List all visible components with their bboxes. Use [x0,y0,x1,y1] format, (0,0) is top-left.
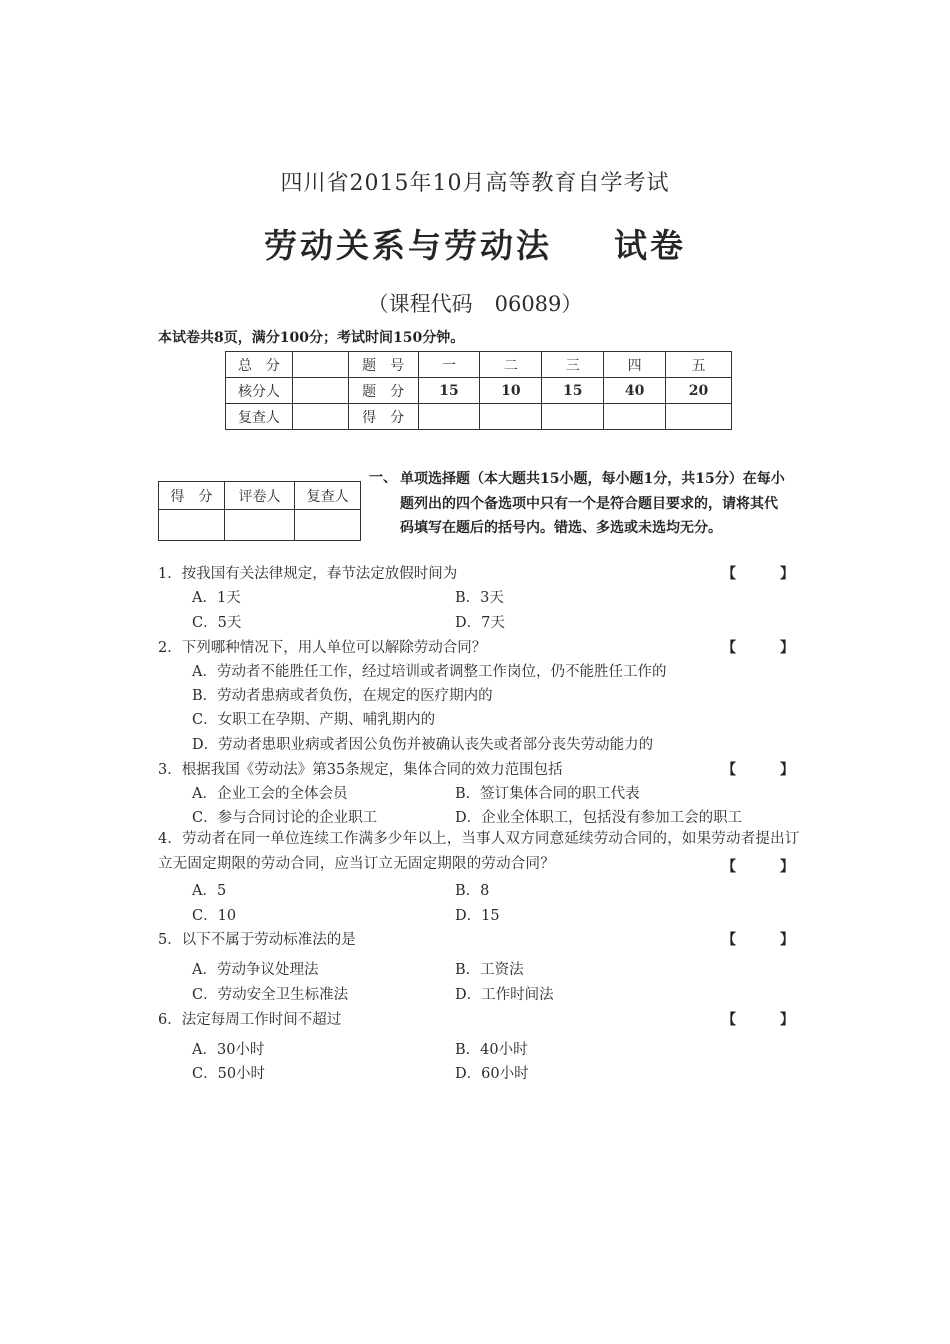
answer-bracket [722,759,794,779]
table-cell: 四 [604,352,666,378]
subject-name: 劳动关系与劳动法 [264,226,552,265]
option: D．企业全体职工，包括没有参加工会的职工 [455,810,743,826]
table-cell: 15 [542,378,604,404]
answer-bracket [722,1009,794,1029]
question-stem: 2．下列哪种情况下，用人单位可以解除劳动合同？ [158,640,487,656]
option: D．工作时间法 [455,987,554,1003]
score-table-row [226,352,732,378]
table-cell [666,404,732,430]
table-cell [295,510,361,541]
option: C．5天 [192,615,242,631]
table-cell: 三 [542,352,604,378]
table-cell [159,510,225,541]
grader-table-body [159,510,361,541]
table-cell: 20 [666,378,732,404]
table-cell: 复查人 [295,482,361,510]
table-cell [224,510,295,541]
table-cell: 一 [418,352,480,378]
option: D．60小时 [455,1066,529,1082]
table-cell: 40 [604,378,666,404]
option: C．50小时 [192,1066,266,1082]
subject-title [0,220,950,267]
course-code-line [0,288,950,318]
table-cell: 核分人 [226,378,293,404]
bracket-close: 】 [780,932,794,948]
question-stem: 1．按我国有关法律规定，春节法定放假时间为 [158,566,458,582]
table-cell: 题 号 [348,352,418,378]
question-stem: 6．法定每周工作时间不超过 [158,1012,342,1028]
bracket-close: 】 [780,762,794,778]
answer-bracket [722,563,794,583]
bracket-open: 【 [722,566,736,582]
table-cell [292,352,348,378]
table-cell: 五 [666,352,732,378]
bracket-open: 【 [722,640,736,656]
table-cell: 得 分 [348,404,418,430]
table-cell [604,404,666,430]
option: A．劳动者不能胜任工作，经过培训或者调整工作岗位，仍不能胜任工作的 [192,664,667,680]
section-number: 一、 [369,470,397,486]
bracket-close: 】 [780,1012,794,1028]
table-cell [292,404,348,430]
course-code: 06089） [494,292,583,316]
option: D．15 [455,908,500,924]
bracket-open: 【 [722,932,736,948]
table-cell: 15 [418,378,480,404]
option: C．女职工在孕期、产期、哺乳期内的 [192,712,436,728]
option: B．40小时 [455,1042,528,1058]
option: A．30小时 [192,1042,265,1058]
question-stem: 5．以下不属于劳动标准法的是 [158,932,356,948]
option: C．10 [192,908,237,924]
paper-label: 试卷 [614,226,686,265]
option: D．劳动者患职业病或者因公负伤并被确认丧失或者部分丧失劳动能力的 [192,737,654,753]
option: D．7天 [455,615,505,631]
option: C．参与合同讨论的企业职工 [192,810,378,826]
option: C．劳动安全卫生标准法 [192,987,349,1003]
table-cell [418,404,480,430]
bracket-close: 】 [780,566,794,582]
bracket-close: 】 [780,640,794,656]
bracket-open: 【 [722,859,736,875]
section-instructions: 单项选择题（本大题共15小题，每小题1分，共15分）在每小题列出的四个备选项中只有一个是符合题目要求的，请将其代码填写在题后的括号内。错选、多选或未选均无分。 [400,471,785,536]
table-cell: 10 [480,378,542,404]
option: B．3天 [455,590,504,606]
option: A．1天 [192,590,241,606]
answer-bracket [722,929,794,949]
grader-table-header [159,482,361,510]
table-cell: 复查人 [226,404,293,430]
option: B．劳动者患病或者负伤，在规定的医疗期内的 [192,688,493,704]
table-cell: 二 [480,352,542,378]
bracket-open: 【 [722,1012,736,1028]
bracket-open: 【 [722,762,736,778]
table-cell [480,404,542,430]
option: A．5 [192,883,227,899]
table-cell: 总 分 [226,352,293,378]
table-cell [292,378,348,404]
option: B．8 [455,883,490,899]
score-table [225,351,732,430]
score-table-row [226,378,732,404]
score-table-row [226,404,732,430]
course-code-label: （课程代码 [367,292,473,316]
bracket-close: 】 [780,859,794,875]
question-stem: 4．劳动者在同一单位连续工作满多少年以上，当事人双方同意延续劳动合同的，如果劳动者提出订立无固定期限的劳动合同，应当订立无固定期限的劳动合同？ [158,831,800,872]
table-cell: 评卷人 [224,482,295,510]
table-cell: 得 分 [159,482,225,510]
option: A．企业工会的全体会员 [192,786,348,802]
grader-table [158,481,361,541]
answer-bracket [722,637,794,657]
table-cell: 题 分 [348,378,418,404]
answer-bracket [722,856,794,876]
exam-title: 四川省2015年10月高等教育自学考试 [280,171,670,196]
question-stem: 3．根据我国《劳动法》第35条规定，集体合同的效力范围包括 [158,762,563,778]
option: B．工资法 [455,962,524,978]
table-cell [542,404,604,430]
option: A．劳动争议处理法 [192,962,319,978]
option: B．签订集体合同的职工代表 [455,786,640,802]
exam-intro: 本试卷共8页，满分100分；考试时间150分钟。 [158,330,465,346]
